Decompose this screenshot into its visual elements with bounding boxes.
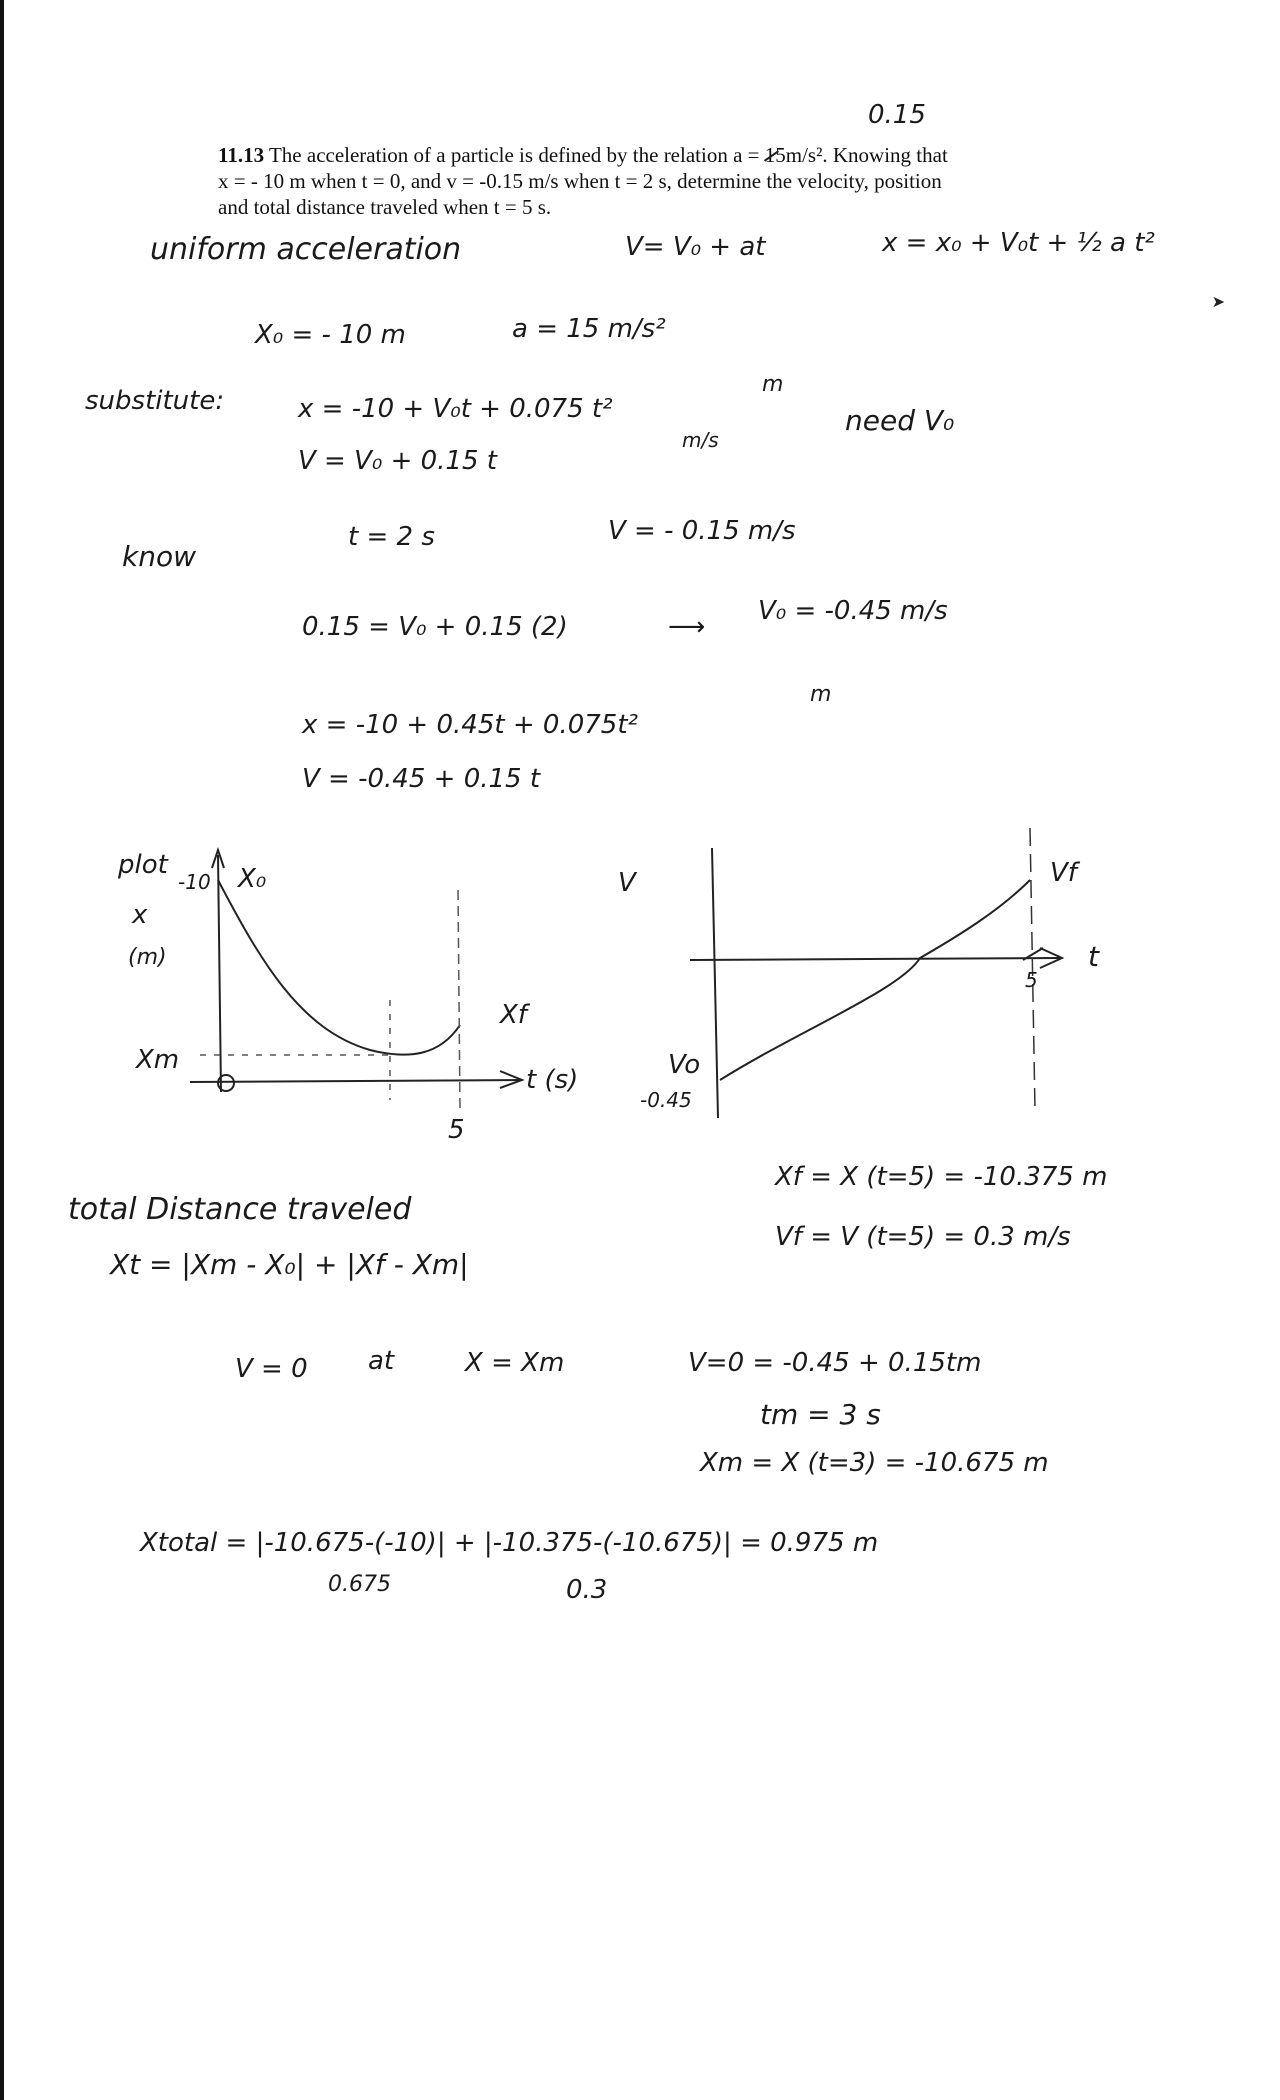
plot-label: plot <box>118 850 168 880</box>
substituted-v-unit: m/s <box>682 428 719 452</box>
v-plot-t-label: t <box>1088 940 1099 973</box>
v-known: V = - 0.15 m/s <box>608 516 796 546</box>
xf-equation: Xf = X (t=5) = -10.375 m <box>775 1162 1108 1192</box>
solve-arrow: ⟶ <box>668 612 706 642</box>
struck-value: 15 <box>764 143 786 167</box>
need-v0: need V₀ <box>845 404 955 437</box>
correction-note: 0.15 <box>868 100 926 130</box>
plot-m-label: (m) <box>128 945 167 970</box>
xm-result: Xm = X (t=3) = -10.675 m <box>700 1448 1049 1478</box>
part1-value: 0.675 <box>328 1572 391 1597</box>
plot-t-label: t (s) <box>526 1065 579 1095</box>
t-known: t = 2 s <box>348 522 435 552</box>
velocity-line <box>720 880 1030 1080</box>
distance-heading: total Distance traveled <box>68 1192 412 1227</box>
velocity-plot-t-axis <box>690 958 1060 960</box>
part2-value: 0.3 <box>566 1575 608 1605</box>
solve-equation: 0.15 = V₀ + 0.15 (2) <box>302 612 568 642</box>
velocity-function: V = -0.45 + 0.15 t <box>302 764 541 794</box>
tm-result: tm = 3 s <box>760 1398 881 1431</box>
plot-xf-label: Xf <box>500 1000 527 1030</box>
xt-equation: Xt = |Xm - X₀| + |Xf - Xm| <box>110 1248 469 1281</box>
problem-line-3: and total distance traveled when t = 5 s. <box>218 195 552 219</box>
problem-number: 11.13 <box>218 143 265 167</box>
velocity-equation: V= V₀ + at <box>625 232 766 262</box>
at-label: at <box>368 1346 395 1376</box>
plot-x0-label: X₀ <box>238 864 267 894</box>
x0-given: X₀ = - 10 m <box>255 320 406 350</box>
plot-x-label: x <box>132 900 148 930</box>
a-given: a = 15 m/s² <box>512 314 666 344</box>
substituted-v: V = V₀ + 0.15 t <box>298 446 497 476</box>
v-zero-equation: V=0 = -0.45 + 0.15tm <box>688 1348 982 1378</box>
position-function-unit: m <box>810 682 832 707</box>
x-equals-xm: X = Xm <box>465 1348 565 1378</box>
substituted-x-unit: m <box>762 372 784 397</box>
substituted-x: x = -10 + V₀t + 0.075 t² <box>298 394 613 424</box>
position-function: x = -10 + 0.45t + 0.075t² <box>302 710 638 740</box>
v0-result: V₀ = -0.45 m/s <box>758 596 948 626</box>
problem-text-1a: The acceleration of a particle is defined by the relation a = <box>268 143 765 167</box>
plot-5-label: 5 <box>448 1115 465 1145</box>
position-equation: x = x₀ + V₀t + ½ a t² <box>882 228 1155 258</box>
problem-unit: m/s². <box>785 143 828 167</box>
v-plot-5-label: 5 <box>1025 968 1038 992</box>
v-axis-label: V <box>618 868 636 898</box>
xtotal-equation: Xtotal = |-10.675-(-10)| + |-10.375-(-10.675)| = 0.975 m <box>140 1528 879 1558</box>
problem-text-1b: Knowing that <box>827 143 948 167</box>
vo-label: Vo <box>668 1050 701 1080</box>
substitute-label: substitute: <box>85 386 225 416</box>
vf-label: Vf <box>1050 858 1077 888</box>
plot-xm-label: Xm <box>136 1045 180 1075</box>
vo-value: -0.45 <box>640 1088 692 1112</box>
velocity-plot-y-axis <box>712 848 718 1118</box>
plot-x0-value: -10 <box>178 870 211 894</box>
margin-mark: ➤ <box>1211 292 1225 311</box>
vf-equation: Vf = V (t=5) = 0.3 m/s <box>775 1222 1071 1252</box>
v-zero-condition: V = 0 <box>235 1354 308 1384</box>
uniform-acceleration: uniform acceleration <box>150 232 462 267</box>
problem-line-2: x = - 10 m when t = 0, and v = -0.15 m/s when t = 2 s, determine the velocity, position <box>218 169 942 193</box>
know-label: know <box>122 540 196 573</box>
